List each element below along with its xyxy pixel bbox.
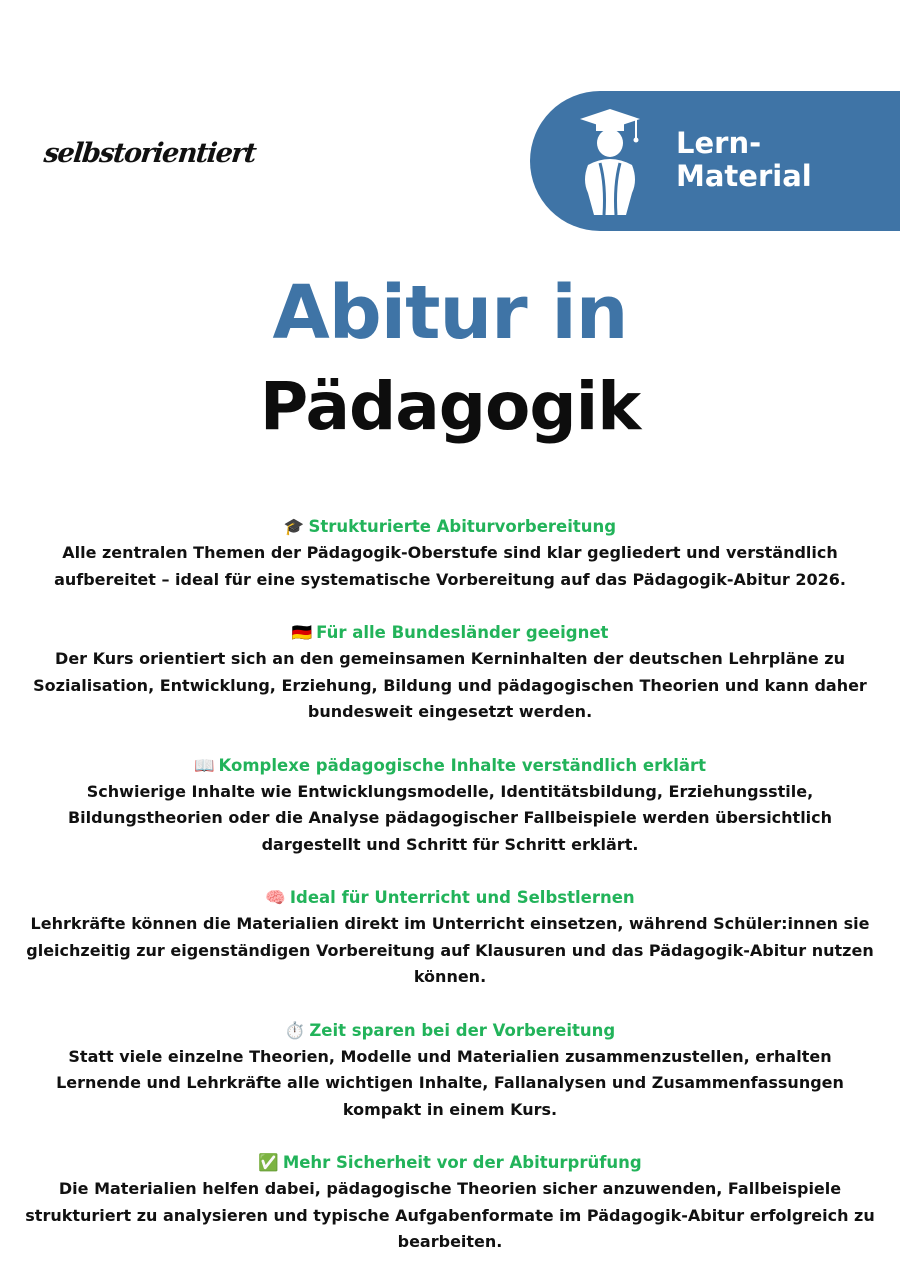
stopwatch-icon: ⏱️: [284, 1020, 306, 1040]
brain-icon: 🧠: [265, 888, 286, 907]
feature-body: Schwierige Inhalte wie Entwicklungsmodelle, Identitätsbildung, Erziehungsstile, Bildungstheorien oder die Analyse pädagogischer Fallbeispiele werden übersichtlich dargestellt und Schritt für Schritt erklärt.: [67, 781, 833, 854]
feature-body: Alle zentralen Themen der Pädagogik-Oberstufe sind klar gegliedert und verständlich aufbereitet – ideal für eine systematische Vorbereitung auf das Pädagogik-Abitur 2026.: [54, 543, 846, 589]
feature-section: [24, 1149, 876, 1256]
lern-material-badge: [530, 91, 900, 231]
feature-section: [24, 884, 876, 991]
feature-heading: 🇩🇪 Für alle Bundesländer geeignet: [291, 623, 609, 642]
feature-body: Statt viele einzelne Theorien, Modelle und Materialien zusammenzustellen, erhalten Lernende und Lehrkräfte alle wichtigen Inhalte, Fallanalysen und Zusammenfassungen kompakt in einem Kurs.: [56, 1046, 844, 1119]
feature-heading: ✅ Mehr Sicherheit vor der Abiturprüfung: [258, 1153, 642, 1172]
feature-list: [24, 513, 876, 1282]
title-line-1: Abitur in: [272, 270, 628, 356]
feature-heading: 🧠 Ideal für Unterricht und Selbstlernen: [265, 888, 635, 907]
graduate-student-icon: [578, 105, 642, 217]
feature-section: [24, 619, 876, 726]
feature-section: [24, 513, 876, 593]
title-line-2: Pädagogik: [259, 368, 641, 445]
german-flag-icon: 🇩🇪: [291, 623, 313, 642]
feature-body: Die Materialien helfen dabei, pädagogische Theorien sicher anzuwenden, Fallbeispiele strukturiert zu analysieren und typische Aufgabenformate im Pädagogik-Abitur erfolgreich zu bearbeiten.: [25, 1179, 875, 1251]
badge-line-2: Material: [676, 159, 812, 193]
feature-body: Lehrkräfte können die Materialien direkt im Unterricht einsetzen, während Schüler:innen sie gleichzeitig zur eigenständigen Vorbereitung auf Klausuren und das Pädagogik-Abitur nutzen können.: [26, 914, 874, 986]
badge-label: [676, 127, 812, 193]
open-book-icon: 📖: [193, 755, 215, 775]
feature-heading: 🎓 Strukturierte Abiturvorbereitung: [283, 517, 617, 536]
check-mark-icon: ✅: [258, 1153, 279, 1172]
feature-heading: ⏱️ Zeit sparen bei der Vorbereitung: [284, 1020, 616, 1040]
feature-heading: 📖 Komplexe pädagogische Inhalte verständlich erklärt: [193, 755, 707, 775]
feature-section: [24, 1017, 876, 1124]
graduation-cap-icon: 🎓: [283, 517, 305, 536]
brand-logo: selbstorientiert: [42, 138, 257, 169]
badge-line-1: Lern-: [676, 126, 762, 160]
feature-body: Der Kurs orientiert sich an den gemeinsamen Kerninhalten der deutschen Lehrpläne zu Sozialisation, Entwicklung, Erziehung, Bildung und pädagogischen Theorien und kann daher bundesweit eingesetzt werden.: [33, 649, 867, 721]
feature-section: [24, 752, 876, 859]
